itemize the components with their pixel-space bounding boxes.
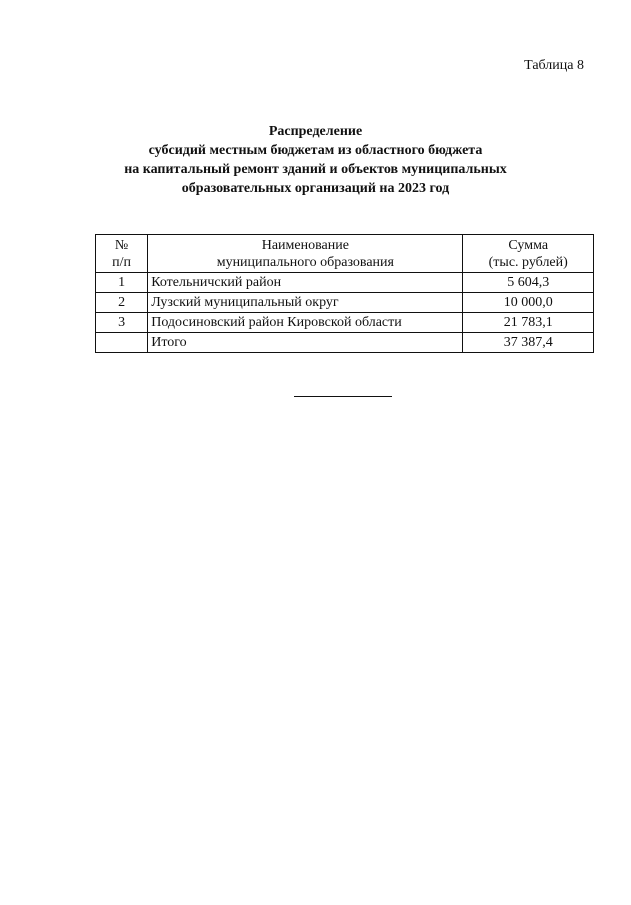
table-row xyxy=(96,313,594,333)
row-sum: 5 604,3 xyxy=(463,273,594,293)
table-header-row xyxy=(96,235,594,273)
heading-line-1: Распределение xyxy=(268,124,363,139)
document-heading xyxy=(0,122,631,198)
total-number xyxy=(96,333,148,353)
total-label: Итого xyxy=(148,333,463,353)
heading-line-3: на капитальный ремонт зданий и объектов муниципальных xyxy=(124,162,507,177)
row-name: Котельничский район xyxy=(148,273,463,293)
row-number: 1 xyxy=(96,273,148,293)
header-sum: Сумма (тыс. рублей) xyxy=(463,235,594,273)
row-sum: 10 000,0 xyxy=(463,293,594,313)
header-name: Наименование муниципального образования xyxy=(148,235,463,273)
header-number: № п/п xyxy=(96,235,148,273)
table-row xyxy=(96,273,594,293)
row-sum: 21 783,1 xyxy=(463,313,594,333)
table-row xyxy=(96,293,594,313)
row-number: 2 xyxy=(96,293,148,313)
row-name: Подосиновский район Кировской области xyxy=(148,313,463,333)
table-total-row xyxy=(96,333,594,353)
heading-line-4: образовательных организаций на 2023 год xyxy=(181,181,450,196)
total-sum: 37 387,4 xyxy=(463,333,594,353)
row-name: Лузский муниципальный округ xyxy=(148,293,463,313)
heading-line-2: субсидий местным бюджетам из областного бюджета xyxy=(148,143,483,158)
subsidy-table xyxy=(95,234,594,353)
end-divider xyxy=(294,396,392,397)
table-label: Таблица 8 xyxy=(524,58,584,73)
row-number: 3 xyxy=(96,313,148,333)
